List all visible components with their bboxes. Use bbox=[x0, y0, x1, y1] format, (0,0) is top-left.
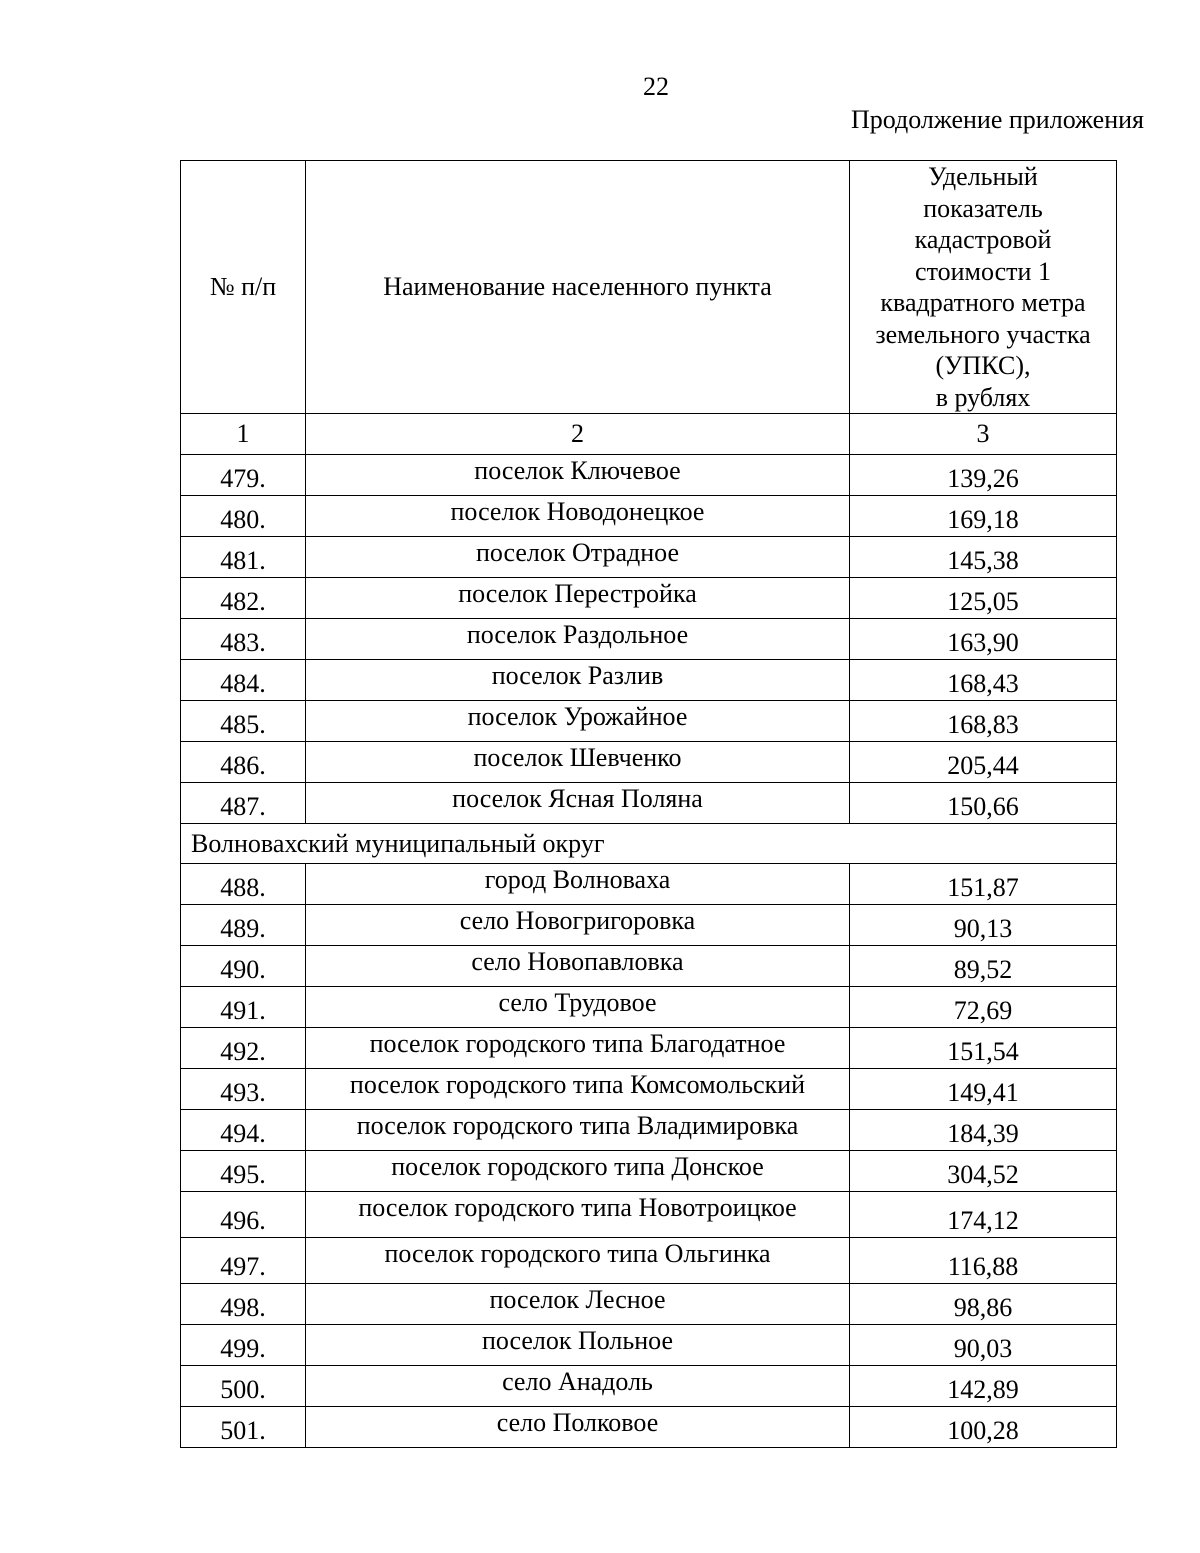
table-row bbox=[181, 946, 1117, 987]
upks-value: 169,18 bbox=[850, 496, 1117, 537]
settlement-name: село Полковое bbox=[306, 1407, 850, 1448]
table-body-part2 bbox=[181, 864, 1117, 1448]
settlement-name: поселок Урожайное bbox=[306, 701, 850, 742]
row-number: 487. bbox=[181, 783, 306, 824]
settlement-name: поселок Перестройка bbox=[306, 578, 850, 619]
upks-value: 151,87 bbox=[850, 864, 1117, 905]
row-number: 485. bbox=[181, 701, 306, 742]
row-number: 496. bbox=[181, 1192, 306, 1238]
settlement-name: поселок Ключевое bbox=[306, 455, 850, 496]
table-row bbox=[181, 783, 1117, 824]
row-number: 494. bbox=[181, 1110, 306, 1151]
table-row bbox=[181, 1192, 1117, 1238]
upks-value: 174,12 bbox=[850, 1192, 1117, 1238]
settlement-name: поселок городского типа Ольгинка bbox=[306, 1238, 850, 1284]
row-number: 500. bbox=[181, 1366, 306, 1407]
upks-value: 145,38 bbox=[850, 537, 1117, 578]
upks-value: 151,54 bbox=[850, 1028, 1117, 1069]
upks-value: 142,89 bbox=[850, 1366, 1117, 1407]
row-number: 481. bbox=[181, 537, 306, 578]
upks-value: 205,44 bbox=[850, 742, 1117, 783]
settlement-name: поселок Польное bbox=[306, 1325, 850, 1366]
settlement-name: село Трудовое bbox=[306, 987, 850, 1028]
header-settlement-name: Наименование населенного пункта bbox=[306, 161, 850, 414]
header-row bbox=[181, 161, 1117, 414]
row-number: 497. bbox=[181, 1238, 306, 1284]
upks-value: 90,13 bbox=[850, 905, 1117, 946]
header-value-line: показатель bbox=[923, 193, 1043, 223]
settlement-name: поселок Раздольное bbox=[306, 619, 850, 660]
settlement-name: поселок Шевченко bbox=[306, 742, 850, 783]
row-number: 479. bbox=[181, 455, 306, 496]
upks-value: 168,43 bbox=[850, 660, 1117, 701]
table-row bbox=[181, 905, 1117, 946]
row-number: 495. bbox=[181, 1151, 306, 1192]
upks-value: 304,52 bbox=[850, 1151, 1117, 1192]
header-number: № п/п bbox=[181, 161, 306, 414]
table-row bbox=[181, 1151, 1117, 1192]
table-row bbox=[181, 578, 1117, 619]
upks-value: 98,86 bbox=[850, 1284, 1117, 1325]
header-value-line: (УПКС), bbox=[935, 351, 1031, 380]
table-row bbox=[181, 660, 1117, 701]
column-number: 1 bbox=[181, 414, 306, 455]
settlement-name: поселок Ясная Поляна bbox=[306, 783, 850, 824]
table-row bbox=[181, 1366, 1117, 1407]
row-number: 490. bbox=[181, 946, 306, 987]
upks-value: 89,52 bbox=[850, 946, 1117, 987]
settlement-name: село Новогригоровка bbox=[306, 905, 850, 946]
column-number-row bbox=[181, 414, 1117, 455]
table-row bbox=[181, 1238, 1117, 1284]
upks-value: 90,03 bbox=[850, 1325, 1117, 1366]
table-row bbox=[181, 864, 1117, 905]
row-number: 491. bbox=[181, 987, 306, 1028]
upks-value: 163,90 bbox=[850, 619, 1117, 660]
header-upks-value bbox=[850, 161, 1117, 414]
district-heading-row bbox=[181, 824, 1117, 864]
district-heading: Волновахский муниципальный округ bbox=[181, 824, 1117, 864]
table-row bbox=[181, 496, 1117, 537]
settlement-name: поселок городского типа Новотроицкое bbox=[306, 1192, 850, 1238]
row-number: 489. bbox=[181, 905, 306, 946]
row-number: 499. bbox=[181, 1325, 306, 1366]
header-value-line: стоимости 1 bbox=[915, 256, 1051, 286]
cadastral-value-table bbox=[180, 160, 1117, 1448]
settlement-name: поселок городского типа Благодатное bbox=[306, 1028, 850, 1069]
table-row bbox=[181, 1284, 1117, 1325]
upks-value: 139,26 bbox=[850, 455, 1117, 496]
settlement-name: поселок городского типа Донское bbox=[306, 1151, 850, 1192]
row-number: 493. bbox=[181, 1069, 306, 1110]
continuation-title: Продолжение приложения bbox=[850, 105, 1144, 134]
table-row bbox=[181, 1110, 1117, 1151]
header-value-line: в рублях bbox=[935, 382, 1031, 412]
header-value-line: земельного участка bbox=[875, 319, 1091, 349]
row-number: 498. bbox=[181, 1284, 306, 1325]
upks-value: 125,05 bbox=[850, 578, 1117, 619]
row-number: 486. bbox=[181, 742, 306, 783]
header-value-line: кадастровой bbox=[914, 225, 1052, 254]
table-row bbox=[181, 987, 1117, 1028]
table-row bbox=[181, 1325, 1117, 1366]
upks-value: 184,39 bbox=[850, 1110, 1117, 1151]
settlement-name: поселок городского типа Комсомольский bbox=[306, 1069, 850, 1110]
table-row bbox=[181, 1407, 1117, 1448]
row-number: 482. bbox=[181, 578, 306, 619]
column-number: 2 bbox=[306, 414, 850, 455]
table-row bbox=[181, 1069, 1117, 1110]
table-row bbox=[181, 701, 1117, 742]
upks-value: 150,66 bbox=[850, 783, 1117, 824]
header-value-line: квадратного метра bbox=[880, 288, 1086, 317]
settlement-name: село Новопавловка bbox=[306, 946, 850, 987]
row-number: 484. bbox=[181, 660, 306, 701]
table-body-part1 bbox=[181, 455, 1117, 824]
district-section bbox=[181, 824, 1117, 864]
table-row bbox=[181, 537, 1117, 578]
settlement-name: поселок Лесное bbox=[306, 1284, 850, 1325]
settlement-name: поселок Разлив bbox=[306, 660, 850, 701]
upks-value: 116,88 bbox=[850, 1238, 1117, 1284]
row-number: 501. bbox=[181, 1407, 306, 1448]
upks-value: 168,83 bbox=[850, 701, 1117, 742]
table-row bbox=[181, 455, 1117, 496]
table-row bbox=[181, 1028, 1117, 1069]
row-number: 492. bbox=[181, 1028, 306, 1069]
column-number: 3 bbox=[850, 414, 1117, 455]
upks-value: 72,69 bbox=[850, 987, 1117, 1028]
settlement-name: поселок городского типа Владимировка bbox=[306, 1110, 850, 1151]
table-row bbox=[181, 619, 1117, 660]
table-row bbox=[181, 742, 1117, 783]
row-number: 483. bbox=[181, 619, 306, 660]
header-value-line: Удельный bbox=[928, 162, 1038, 191]
settlement-name: село Анадоль bbox=[306, 1366, 850, 1407]
upks-value: 100,28 bbox=[850, 1407, 1117, 1448]
page-number: 22 bbox=[643, 72, 669, 101]
settlement-name: поселок Отрадное bbox=[306, 537, 850, 578]
upks-value: 149,41 bbox=[850, 1069, 1117, 1110]
row-number: 488. bbox=[181, 864, 306, 905]
row-number: 480. bbox=[181, 496, 306, 537]
settlement-name: поселок Новодонецкое bbox=[306, 496, 850, 537]
settlement-name: город Волноваха bbox=[306, 864, 850, 905]
